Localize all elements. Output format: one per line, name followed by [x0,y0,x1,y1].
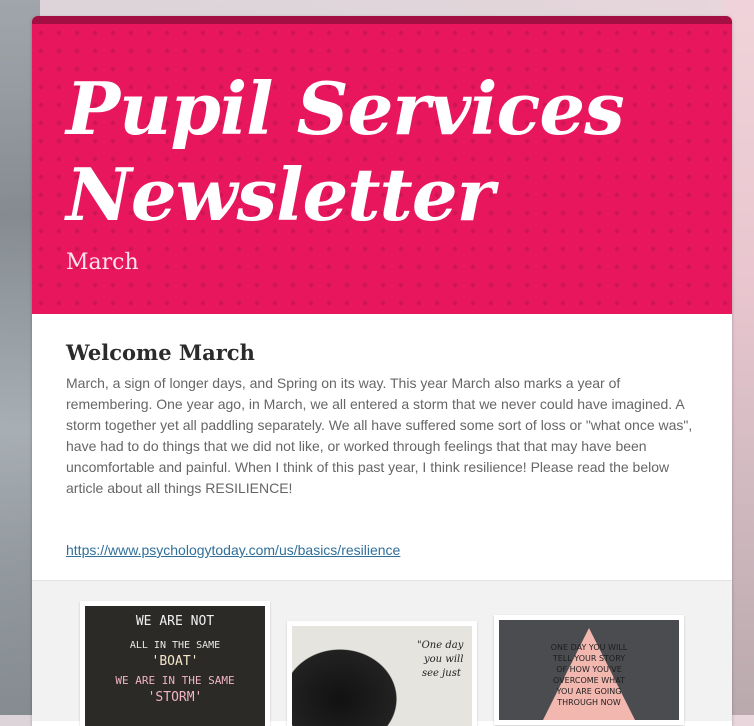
sign-image [499,620,679,720]
chalk-line-1: WE ARE NOT [135,614,215,629]
title-line-1: Pupil Services [66,66,624,151]
sign-line-4: OVERCOME WHAT [553,676,625,685]
newsletter-title [66,66,624,238]
gallery-photo-horse[interactable] [287,621,477,726]
newsletter-subtitle: March [66,250,139,275]
handwritten-line-1: "One day [417,640,464,651]
sign-line-5: YOU ARE GOING [556,687,622,696]
sign-line-3: OF HOW YOU'VE [556,665,622,674]
chalk-line-4: WE ARE IN THE SAME [115,674,235,687]
horse-image [292,626,472,726]
handwritten-line-2: you will [424,654,464,665]
newsletter-card [32,16,732,726]
sign-line-6: THROUGH NOW [557,698,621,707]
gallery-photo-sign[interactable] [494,615,684,725]
horse-silhouette [292,636,412,726]
sign-line-2: TELL YOUR STORY [552,654,626,663]
title-line-2: Newsletter [66,152,494,237]
article-heading: Welcome March [66,340,255,365]
sign-line-1: ONE DAY YOU WILL [550,643,628,652]
gallery-photo-storm[interactable] [80,601,270,726]
newsletter-header [32,16,732,314]
chalk-line-5: 'STORM' [147,690,203,705]
handwritten-line-3: see just [422,668,461,679]
sign-text [539,642,639,708]
article-section [32,314,732,581]
chalkboard-image [85,606,265,726]
chalk-line-3: 'BOAT' [151,654,199,669]
photo-gallery [32,581,732,721]
article-body: March, a sign of longer days, and Spring on its way. This year March also marks a year of remembering. One year ago, in March, we all entered a storm that we never could have imagined. A storm together yet all paddling separately. We all have suffered some sort of loss or "what once was", have had to do things that we did not like, or worked through feelings that that may have been uncomfortable and painful. When I think of this past year, I think resilience! Please read the below article about all things RESILIENCE! [66,375,693,496]
resilience-link[interactable]: https://www.psychologytoday.com/us/basics/resilience [66,542,401,558]
chalk-line-2: ALL IN THE SAME [129,640,221,651]
